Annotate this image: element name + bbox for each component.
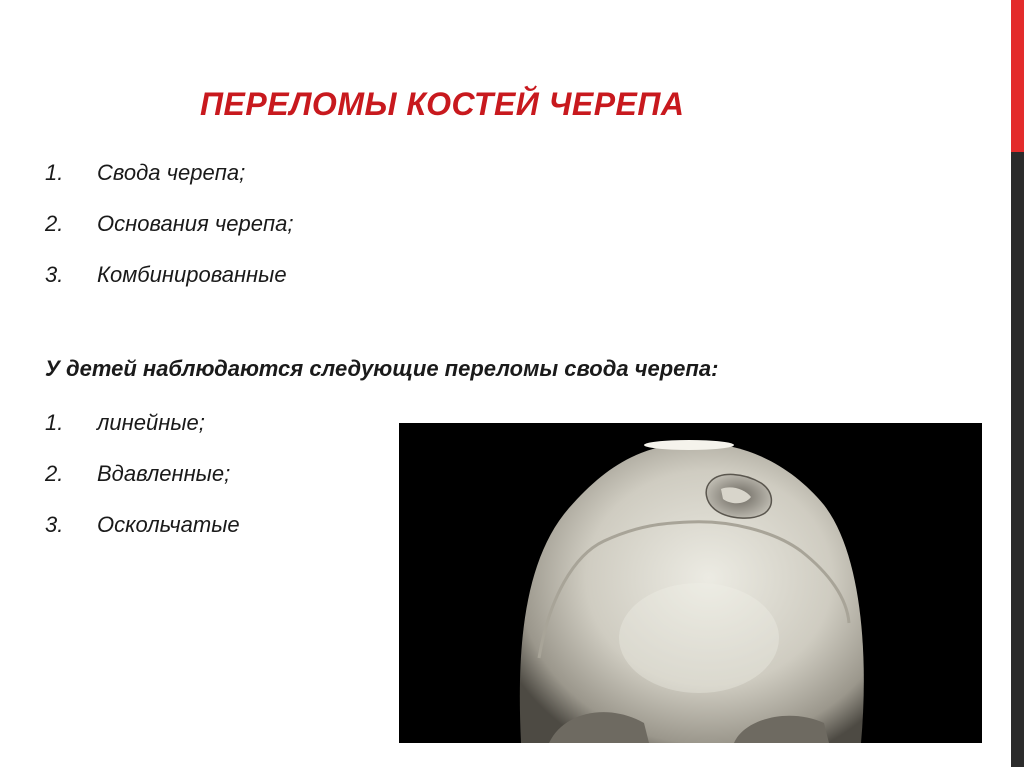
list-item-number: 3.: [45, 262, 64, 287]
accent-bar-dark: [1011, 152, 1024, 767]
accent-bar-red: [1011, 0, 1024, 152]
vault-top-rim: [644, 440, 734, 450]
list-item-number: 1.: [45, 410, 64, 435]
list-item-text: Основания черепа;: [97, 211, 294, 236]
skull-ct-image: [399, 423, 982, 743]
list-item-number: 3.: [45, 512, 64, 537]
list-item-text: линейные;: [97, 410, 205, 435]
list-item-number: 2.: [45, 461, 64, 486]
list-item-text: Комбинированные: [97, 262, 287, 287]
slide-title: ПЕРЕЛОМЫ КОСТЕЙ ЧЕРЕПА: [200, 86, 685, 122]
children-fractures-heading: У детей наблюдаются следующие переломы свода черепа:: [45, 356, 719, 381]
forehead-highlight: [619, 583, 779, 693]
list-item-number: 1.: [45, 160, 64, 185]
list-item-text: Вдавленные;: [97, 461, 231, 486]
list-item-text: Оскольчатые: [97, 512, 240, 537]
list-item-text: Свода черепа;: [97, 160, 246, 185]
list-item-number: 2.: [45, 211, 64, 236]
skull-illustration: [399, 423, 982, 743]
